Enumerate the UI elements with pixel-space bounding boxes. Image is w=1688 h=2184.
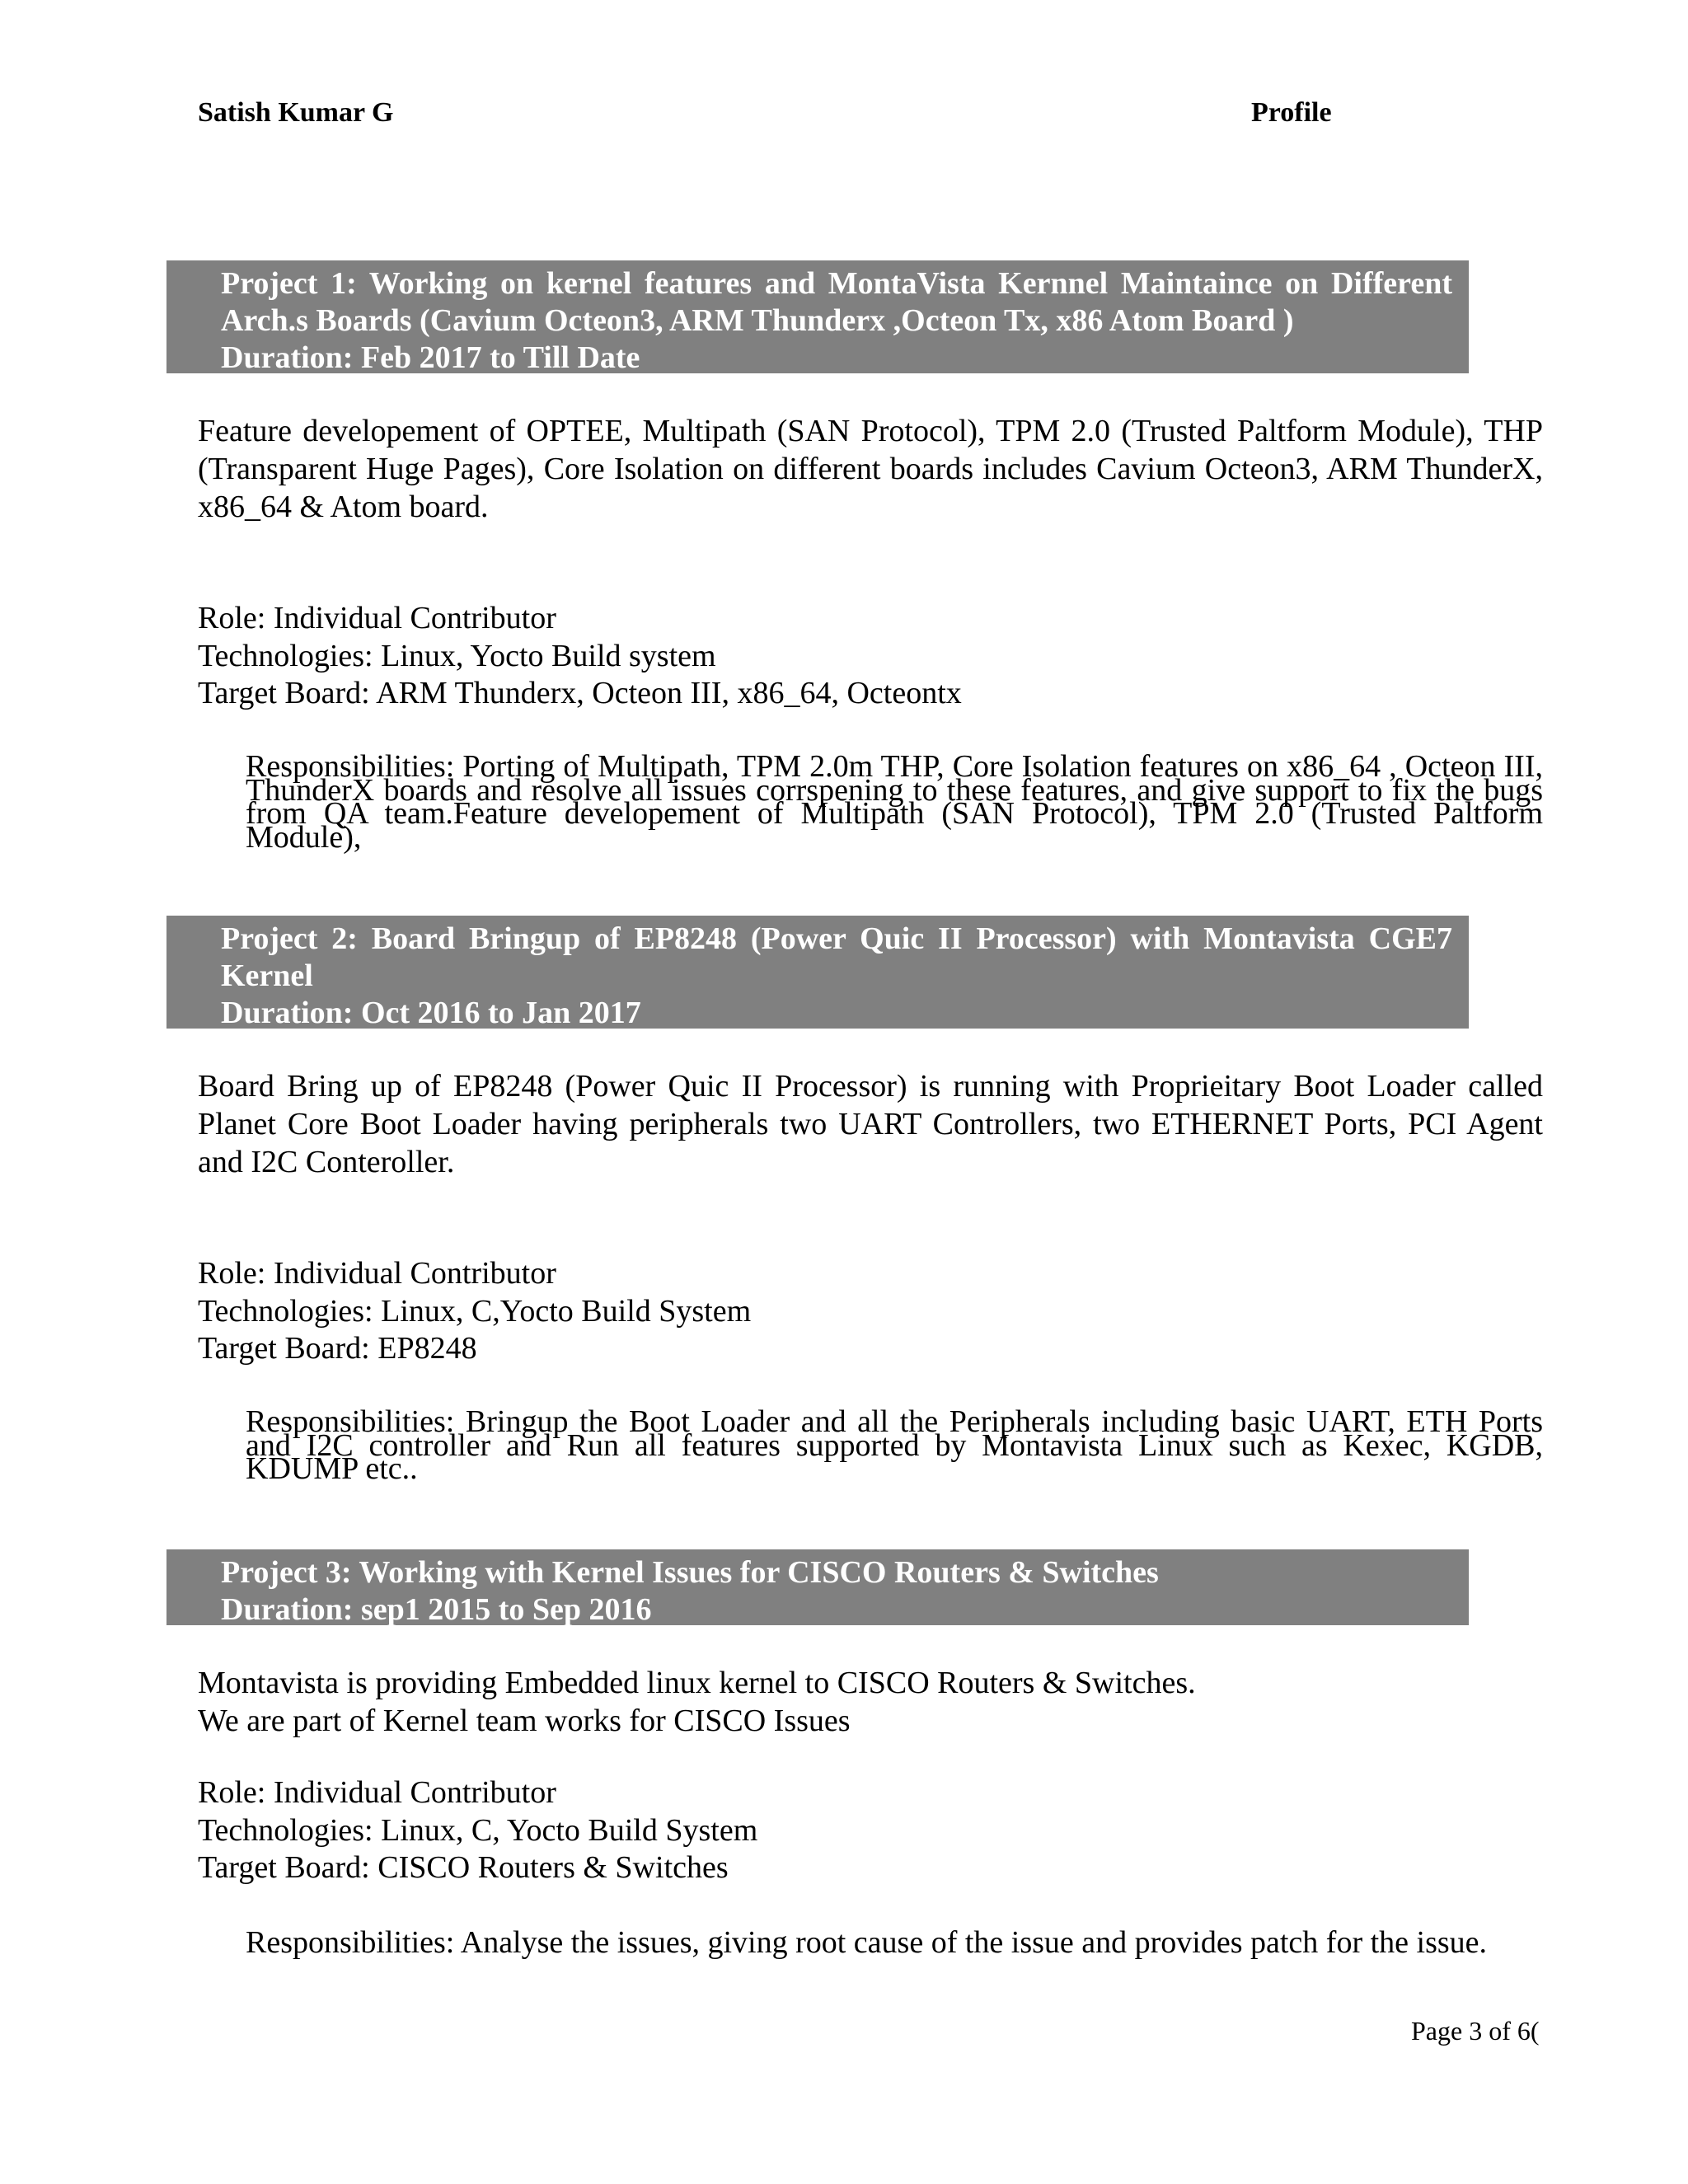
project-1-role: Role: Individual Contributor	[198, 601, 556, 635]
project-1-heading	[166, 260, 1469, 373]
project-2-details	[198, 1255, 751, 1368]
project-3-technologies: Technologies: Linux, C, Yocto Build System	[198, 1812, 758, 1848]
project-2-title: Project 2: Board Bringup of EP8248 (Power Quic II Processor) with Montavista CGE7 Kernel	[221, 921, 1452, 993]
project-3-description-line-1: Montavista is providing Embedded linux kernel to CISCO Routers & Switches.	[198, 1666, 1196, 1700]
project-3-description-line-2: We are part of Kernel team works for CISCO Issues	[198, 1704, 851, 1738]
project-1-technologies: Technologies: Linux, Yocto Build system	[198, 638, 716, 673]
project-2-technologies: Technologies: Linux, C,Yocto Build System	[198, 1293, 752, 1329]
project-3-target-board: Target Board: CISCO Routers & Switches	[198, 1850, 729, 1885]
project-1-responsibilities: Responsibilities: Porting of Multipath, TPM 2.0m THP, Core Isolation features on x86_64 , Octeon III, ThunderX boards and resolve all issues corrspening to these features, and give support to fix the bugs from QA team.Feature developement of Multipath (SAN Protocol), TPM 2.0 (Trusted Paltform Module),	[246, 749, 1543, 855]
project-2-description: Board Bring up of EP8248 (Power Quic II Processor) is running with Proprieitary Boot Loader called Planet Core Boot Loader having peripherals two UART Controllers, two ETHERNET Ports, PCI Agent and I2C Conteroller.	[198, 1069, 1543, 1179]
project-1-duration: Duration: Feb 2017 to Till Date	[221, 340, 640, 375]
project-2-heading	[166, 916, 1469, 1029]
project-1-details	[198, 600, 962, 713]
header-profile-label: Profile	[1251, 97, 1332, 128]
project-2-target-board: Target Board: EP8248	[198, 1331, 477, 1366]
project-1-title: Project 1: Working on kernel features and MontaVista Kernnel Maintaince on Different Arch.s Boards (Cavium Octeon3, ARM Thunderx ,Octeon Tx, x86 Atom Board )	[221, 266, 1452, 338]
project-3-title: Project 3: Working with Kernel Issues for CISCO Routers & Switches	[221, 1555, 1159, 1590]
project-1-target-board: Target Board: ARM Thunderx, Octeon III, x86_64, Octeontx	[198, 676, 962, 710]
project-3-duration: Duration: sep1 2015 to Sep 2016	[221, 1592, 652, 1627]
page-number: Page 3 of 6(	[1411, 2016, 1540, 2046]
project-3-details	[198, 1774, 757, 1887]
project-2-duration: Duration: Oct 2016 to Jan 2017	[221, 996, 641, 1030]
project-2-role: Role: Individual Contributor	[198, 1256, 556, 1291]
project-3-responsibilities: Responsibilities: Analyse the issues, giving root cause of the issue and provides patch for the issue.	[246, 1925, 1488, 1960]
project-2-responsibilities: Responsibilities: Bringup the Boot Loader and all the Peripherals including basic UART, ETH Ports and I2C controller and Run all features supported by Montavista Linux such as Kexec, KGDB, KDUMP etc..	[246, 1404, 1543, 1486]
project-3-heading	[166, 1549, 1469, 1625]
project-3-role: Role: Individual Contributor	[198, 1775, 556, 1810]
project-1-description: Feature developement of OPTEE, Multipath (SAN Protocol), TPM 2.0 (Trusted Paltform Module), THP (Transparent Huge Pages), Core Isolation on different boards includes Cavium Octeon3, ARM ThunderX, x86_64 & Atom board.	[198, 414, 1543, 524]
author-name: Satish Kumar G	[198, 97, 394, 128]
project-3-description	[198, 1664, 1543, 1740]
